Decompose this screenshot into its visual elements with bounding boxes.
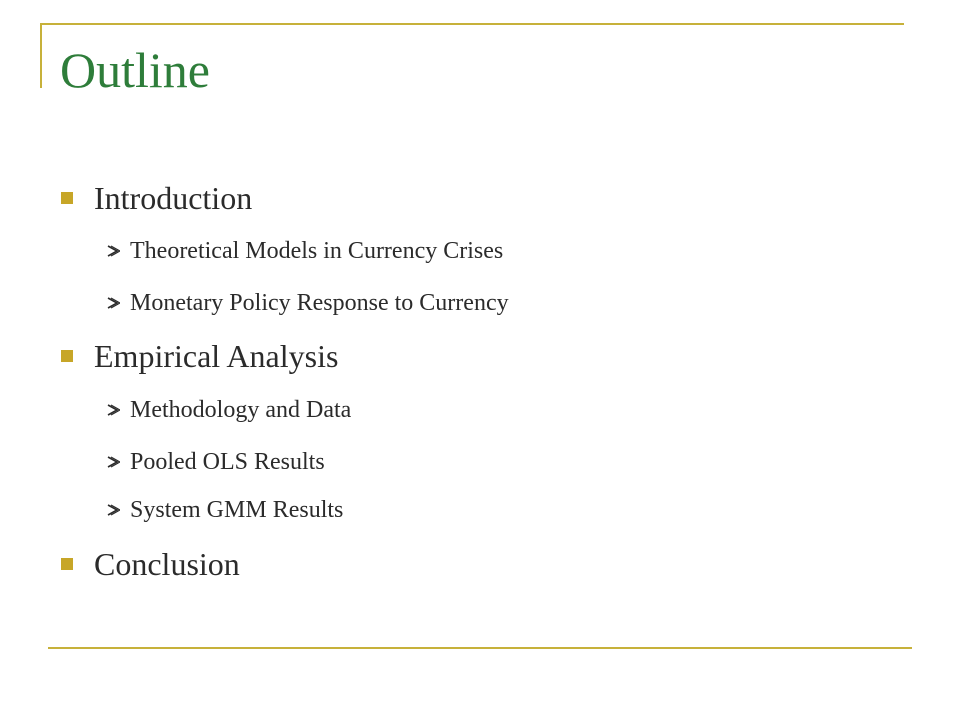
square-bullet-icon <box>61 350 73 362</box>
outline-subitem-label: Methodology and Data <box>130 397 352 423</box>
outline-item-label: Empirical Analysis <box>94 338 339 374</box>
outline-subitem-label: Pooled OLS Results <box>130 449 325 475</box>
arrow-bullet-icon <box>106 503 120 517</box>
arrow-bullet-icon <box>106 403 120 417</box>
outline-item-label: Conclusion <box>94 546 240 582</box>
outline-subitem-label: Monetary Policy Response to Currency <box>130 290 509 316</box>
outline-subitem-label: Theoretical Models in Currency Crises <box>130 238 504 264</box>
square-bullet-icon <box>61 192 73 204</box>
outline-item-label: Introduction <box>94 180 253 216</box>
square-bullet-icon <box>61 558 73 570</box>
arrow-bullet-icon <box>106 244 120 258</box>
outline-subitem-label: System GMM Results <box>130 497 344 523</box>
arrow-bullet-icon <box>106 455 120 469</box>
bottom-border-line <box>48 647 912 649</box>
arrow-bullet-icon <box>106 296 120 310</box>
slide-title: Outline <box>60 42 210 98</box>
